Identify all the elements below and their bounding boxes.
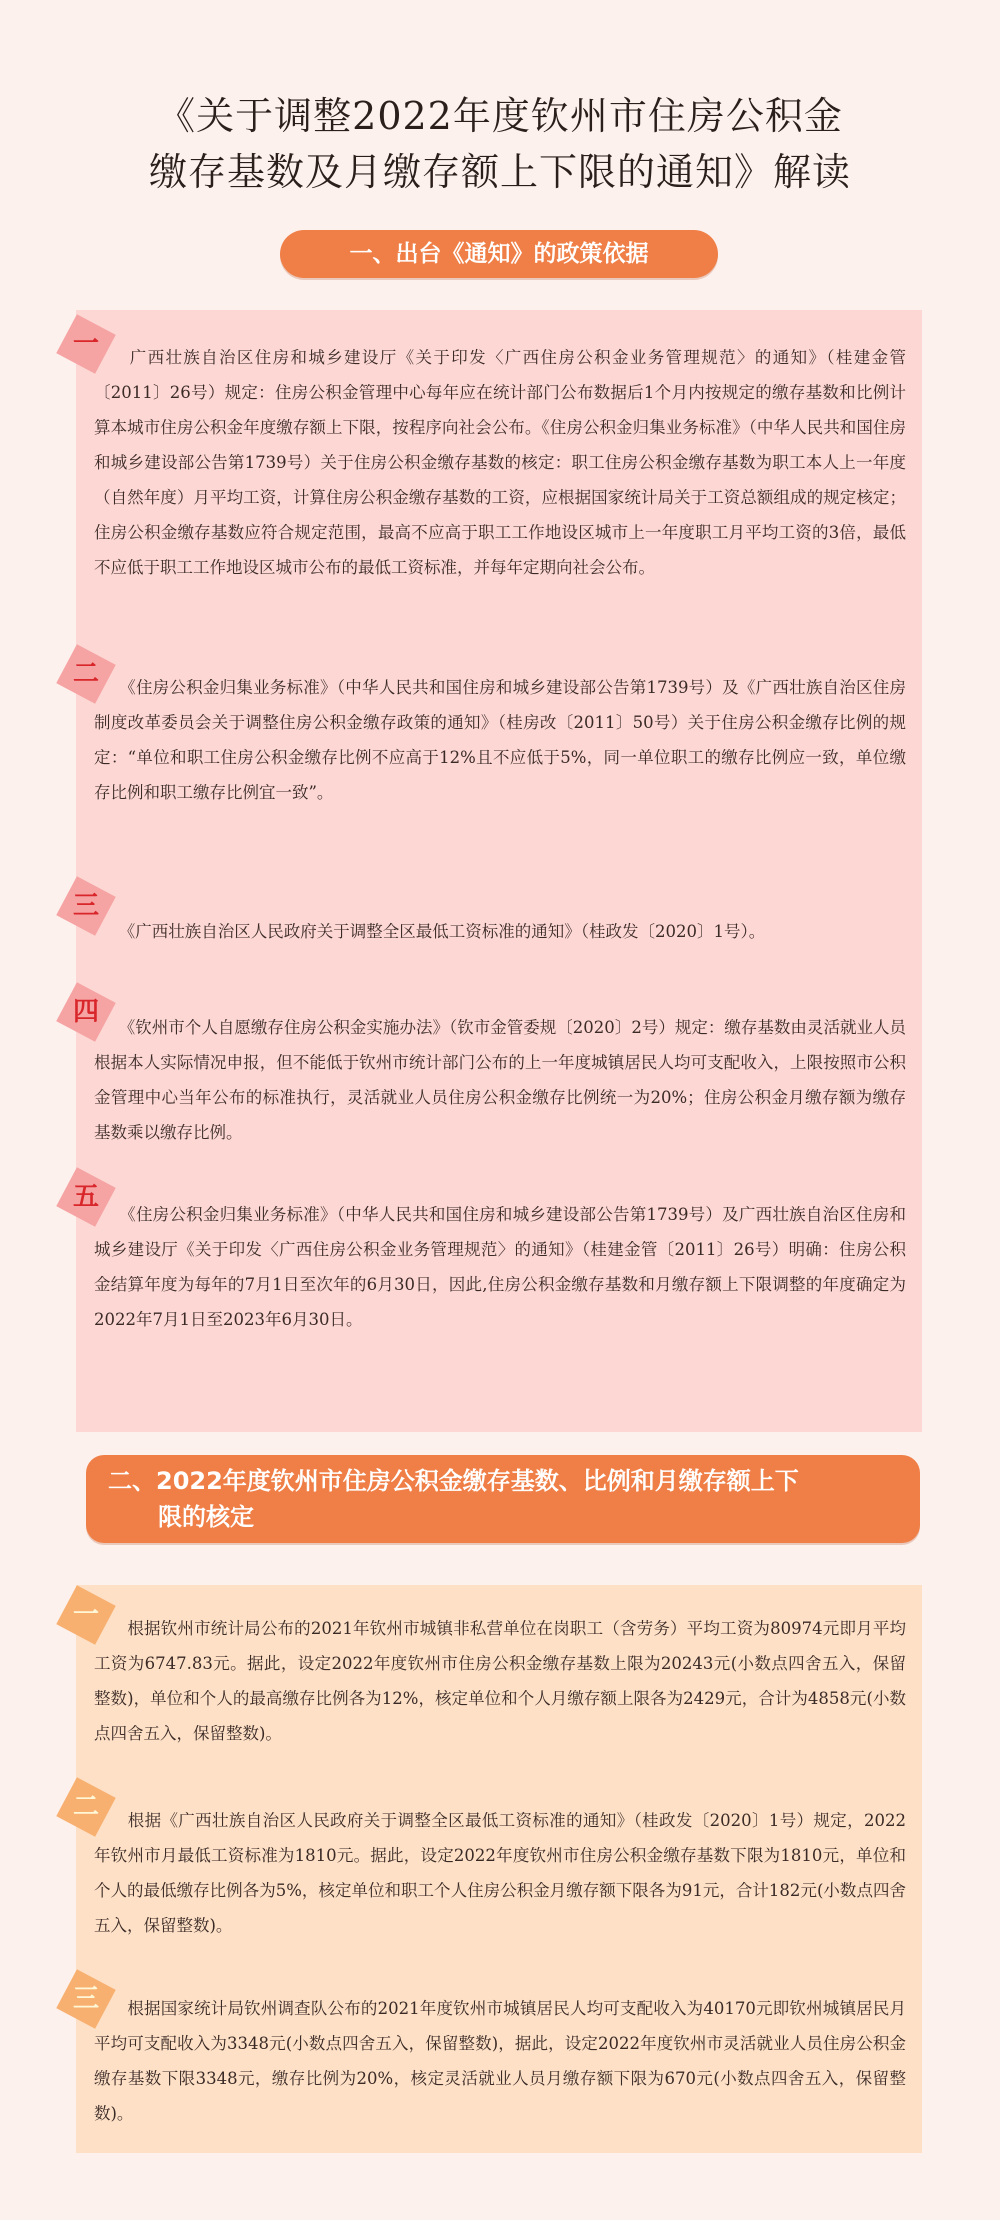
number-badge: 三 — [64, 1977, 122, 2017]
section1-heading: 一、出台《通知》的政策依据 — [280, 230, 718, 278]
item-text: 《钦州市个人自愿缴存住房公积金实施办法》（钦市金管委规〔2020〕2号）规定：缴存基数由灵活就业人员根据本人实际情况申报，但不能低于钦州市统计部门公布的上一年度城镇居民人均可支配收入，上限按照市公积金管理中心当年公布的标准执行，灵活就业人员住房公积金缴存比例统一为20%；住房公积金月缴存额为缴存基数乘以缴存比例。 — [94, 1018, 906, 1142]
item-text: 根据《广西壮族自治区人民政府关于调整全区最低工资标准的通知》（桂政发〔2020〕1号）规定，2022年钦州市月最低工资标准为1810元。据此，设定2022年度钦州市住房公积金缴存基数下限为1810元，单位和个人的最低缴存比例各为5%，核定单位和职工个人住房公积金月缴存额下限各为91元，合计182元(小数点四舍五入，保留整数)。 — [94, 1811, 906, 1935]
section2-heading-line-1: 二、2022年度钦州市住房公积金缴存基数、比例和月缴存额上下 — [108, 1467, 799, 1495]
number-badge: 五 — [64, 1175, 122, 1215]
item-text: 《住房公积金归集业务标准》（中华人民共和国住房和城乡建设部公告第1739号）及广西壮族自治区住房和城乡建设厅《关于印发〈广西住房公积金业务管理规范〉的通知》（桂建金管〔2011〕26号）明确：住房公积金结算年度为每年的7月1日至次年的6月30日，因此,住房公积金缴存基数和月缴存额上下限调整的年度确定为2022年7月1日至2023年6月30日。 — [94, 1205, 906, 1329]
item-text: 根据钦州市统计局公布的2021年钦州市城镇非私营单位在岗职工（含劳务）平均工资为80974元即月平均工资为6747.83元。据此，设定2022年度钦州市住房公积金缴存基数上限为20243元(小数点四舍五入，保留整数)，单位和个人的最高缴存比例各为12%，核定单位和个人月缴存额上限各为2429元，合计为4858元(小数点四舍五入，保留整数)。 — [94, 1619, 906, 1743]
item-text: 根据国家统计局钦州调查队公布的2021年度钦州市城镇居民人均可支配收入为40170元即钦州城镇居民月平均可支配收入为3348元(小数点四舍五入，保留整数)，据此，设定2022年度钦州市灵活就业人员住房公积金缴存基数下限3348元，缴存比例为20%，核定灵活就业人员月缴存额下限为670元(小数点四舍五入，保留整数)。 — [94, 1999, 906, 2123]
section2-heading — [86, 1455, 920, 1543]
item-text: 广西壮族自治区住房和城乡建设厅《关于印发〈广西住房公积金业务管理规范〉的通知》（桂建金管〔2011〕26号）规定：住房公积金管理中心每年应在统计部门公布数据后1个月内按规定的缴存基数和比例计算本城市住房公积金年度缴存额上下限，按程序向社会公布。《住房公积金归集业务标准》（中华人民共和国住房和城乡建设部公告第1739号）关于住房公积金缴存基数的核定：职工住房公积金缴存基数为职工本人上一年度（自然年度）月平均工资，计算住房公积金缴存基数的工资，应根据国家统计局关于工资总额组成的规定核定；住房公积金缴存基数应符合规定范围，最高不应高于职工工作地设区城市上一年度职工月平均工资的3倍，最低不应低于职工工作地设区城市公布的最低工资标准，并每年定期向社会公布。 — [94, 348, 906, 577]
number-badge: 二 — [64, 652, 122, 692]
document-title — [0, 88, 1000, 200]
number-badge: 一 — [64, 1593, 122, 1633]
section1-panel — [72, 310, 922, 1432]
number-badge: 一 — [64, 322, 122, 362]
item-text: 《住房公积金归集业务标准》（中华人民共和国住房和城乡建设部公告第1739号）及《广西壮族自治区住房制度改革委员会关于调整住房公积金缴存政策的通知》（桂房改〔2011〕50号）关于住房公积金缴存比例的规定：“单位和职工住房公积金缴存比例不应高于12%且不应低于5%，同一单位职工的缴存比例应一致，单位缴存比例和职工缴存比例宜一致”。 — [94, 678, 906, 802]
title-line-1: 《关于调整2022年度钦州市住房公积金 — [157, 94, 843, 138]
item-text: 《广西壮族自治区人民政府关于调整全区最低工资标准的通知》（桂政发〔2020〕1号）。 — [94, 922, 766, 941]
section2-panel — [72, 1585, 922, 2153]
section2-heading-line-2: 限的核定 — [158, 1503, 254, 1531]
number-badge: 四 — [64, 990, 122, 1030]
number-badge: 二 — [64, 1785, 122, 1825]
title-line-2: 缴存基数及月缴存额上下限的通知》解读 — [148, 150, 851, 194]
number-badge: 三 — [64, 884, 122, 924]
